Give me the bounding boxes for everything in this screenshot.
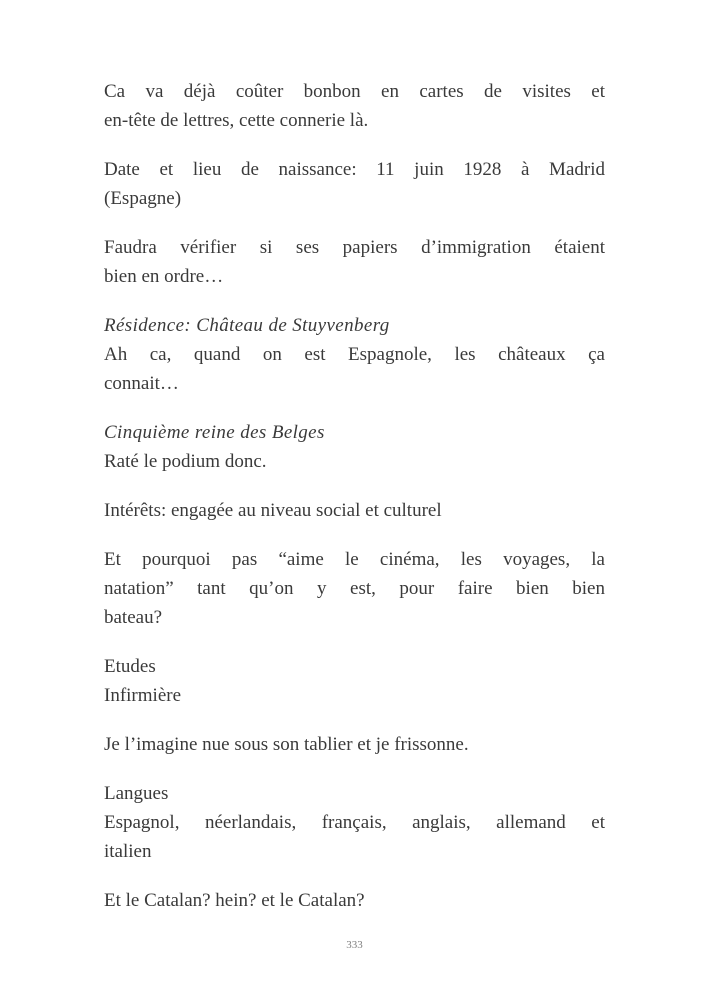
- paragraph-tablier: [104, 730, 605, 759]
- paragraph-date-naissance: [104, 155, 605, 213]
- text-line: Et le Catalan? hein? et le Catalan?: [104, 890, 365, 911]
- paragraph-catalan: [104, 886, 605, 915]
- paragraph-pourquoi-pas: [104, 545, 605, 632]
- text-line: Ah ca, quand on est Espagnole, les châteaux ça: [104, 344, 605, 365]
- text-line: Infirmière: [104, 685, 182, 706]
- page-number: 333: [346, 939, 363, 951]
- text-line: Langues: [104, 783, 169, 804]
- page-text: [104, 77, 605, 935]
- paragraph-etudes: [104, 652, 605, 710]
- paragraph-interets: [104, 496, 605, 525]
- paragraph-cinquieme-reine: [104, 418, 605, 476]
- text-line: Date et lieu de naissance: 11 juin 1928 à Madrid: [104, 159, 605, 180]
- paragraph-cartes-visites: [104, 77, 605, 135]
- text-line: Et pourquoi pas “aime le cinéma, les voyages, la: [104, 549, 605, 570]
- text-line: Raté le podium donc.: [104, 451, 267, 472]
- text-line: natation” tant qu’on y est, pour faire bien bien: [104, 578, 605, 599]
- text-line: italien: [104, 841, 152, 862]
- text-line: Intérêts: engagée au niveau social et culturel: [104, 500, 442, 521]
- text-line: connait…: [104, 373, 179, 394]
- paragraph-langues: [104, 779, 605, 866]
- text-line-italic: Cinquième reine des Belges: [104, 422, 325, 443]
- text-line: en-tête de lettres, cette connerie là.: [104, 110, 369, 131]
- text-line: Ca va déjà coûter bonbon en cartes de visites et: [104, 81, 605, 102]
- text-line: Espagnol, néerlandais, français, anglais, allemand et: [104, 812, 605, 833]
- paragraph-residence: [104, 311, 605, 398]
- text-line: bateau?: [104, 607, 163, 628]
- text-line: (Espagne): [104, 188, 182, 209]
- text-line: Faudra vérifier si ses papiers d’immigration étaient: [104, 237, 605, 258]
- text-line: bien en ordre…: [104, 266, 224, 287]
- text-line: Etudes: [104, 656, 156, 677]
- text-line-italic: Résidence: Château de Stuyvenberg: [104, 315, 390, 336]
- text-line: Je l’imagine nue sous son tablier et je frissonne.: [104, 734, 469, 755]
- paragraph-papiers-immigration: [104, 233, 605, 291]
